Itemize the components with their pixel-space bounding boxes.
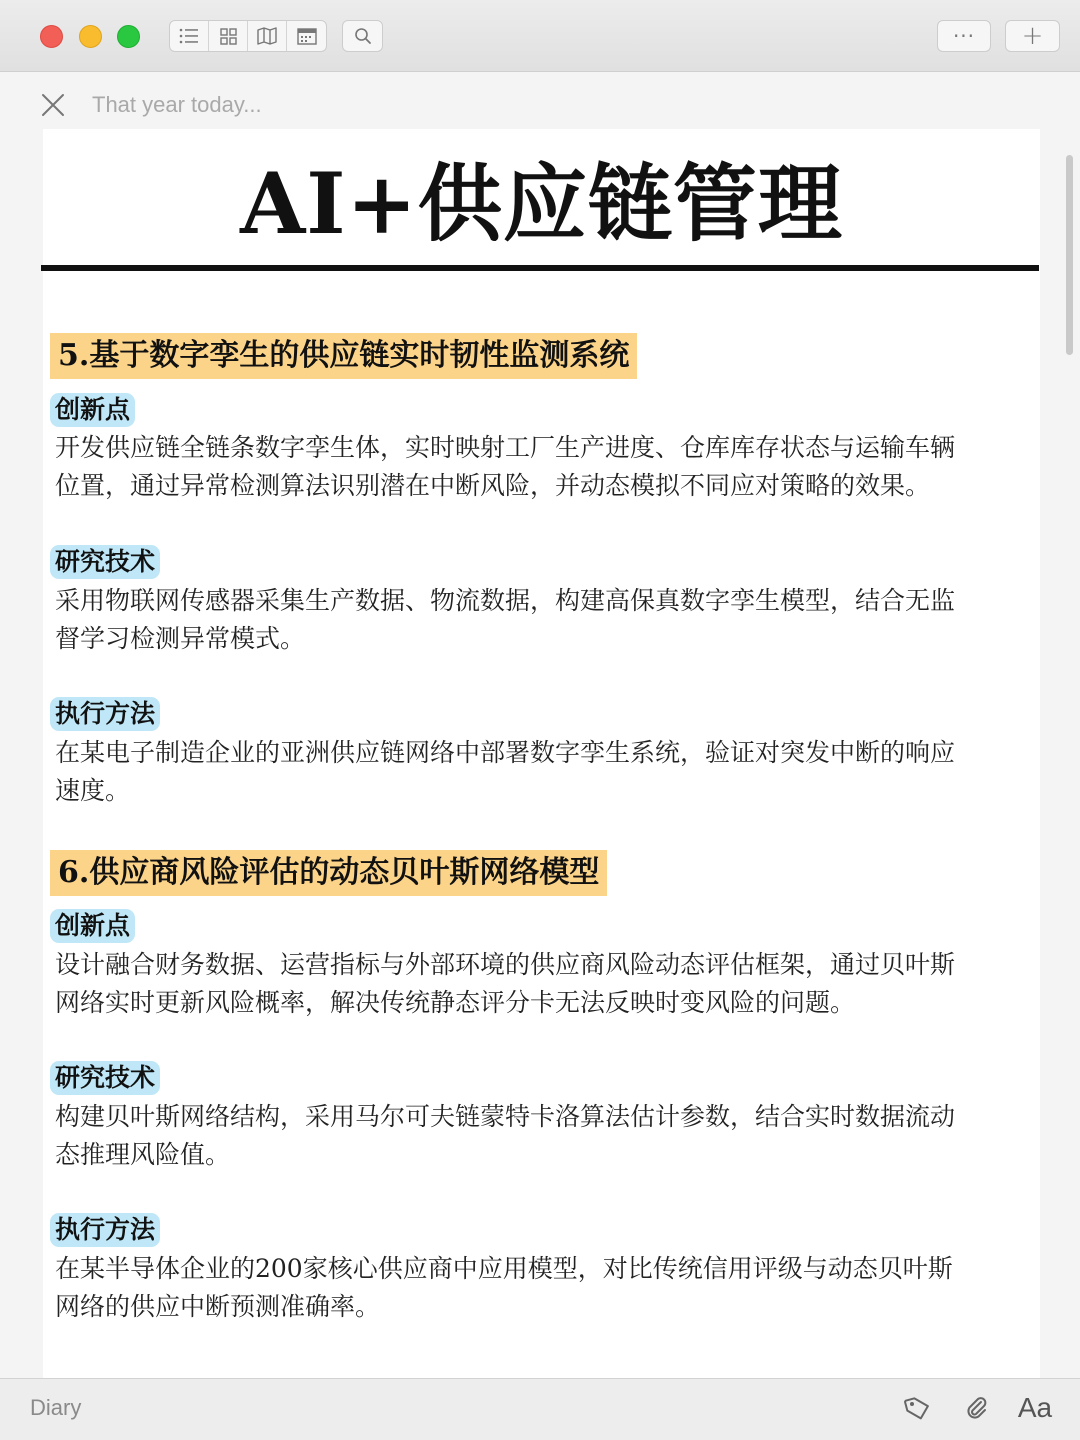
tag-icon <box>904 1395 930 1421</box>
scrollbar-thumb[interactable] <box>1066 155 1073 355</box>
paragraph <box>55 429 1023 505</box>
entry-title[interactable]: That year today... <box>92 92 262 117</box>
section-tag: 研究技术 <box>50 1061 160 1095</box>
window-titlebar <box>0 0 1080 72</box>
paperclip-icon <box>964 1395 990 1421</box>
attach-button[interactable] <box>960 1391 994 1425</box>
section-tag: 研究技术 <box>50 545 160 579</box>
paragraph <box>55 734 1023 810</box>
paragraph-line: 位置，通过异常检测算法识别潜在中断风险，并动态模拟不同应对策略的效果。 <box>55 471 931 500</box>
new-entry-button[interactable] <box>1005 20 1060 52</box>
close-icon <box>41 93 65 117</box>
paragraph-line: 在某电子制造企业的亚洲供应链网络中部署数字孪生系统，验证对突发中断的响应 <box>55 738 956 767</box>
journal-selector[interactable]: Diary <box>30 1395 82 1420</box>
more-options-button[interactable] <box>937 20 991 52</box>
tag-button[interactable] <box>900 1391 934 1425</box>
section-heading: 6.供应商风险评估的动态贝叶斯网络模型 <box>50 850 607 896</box>
paragraph-line: 构建贝叶斯网络结构，采用马尔可夫链蒙特卡洛算法估计参数，结合实时数据流动 <box>55 1102 956 1131</box>
text-format-icon: Aa <box>1017 1392 1053 1423</box>
search-icon <box>354 27 372 45</box>
map-icon <box>257 27 277 45</box>
page-title: AI+供应链管理 <box>240 154 843 253</box>
calendar-view-button[interactable] <box>287 21 326 51</box>
paragraph-line: 网络的供应中断预测准确率。 <box>55 1292 381 1321</box>
title-divider <box>41 265 1039 271</box>
paragraph-line: 采用物联网传感器采集生产数据、物流数据，构建高保真数字孪生模型，结合无监 <box>55 586 956 615</box>
section-tag: 创新点 <box>50 393 135 427</box>
paragraph-line: 设计融合财务数据、运营指标与外部环境的供应商风险动态评估框架，通过贝叶斯 <box>55 950 956 979</box>
close-window-button[interactable] <box>40 25 63 48</box>
paragraph <box>55 582 1023 658</box>
zoom-window-button[interactable] <box>117 25 140 48</box>
paragraph <box>55 1098 1023 1174</box>
paragraph-line: 开发供应链全链条数字孪生体，实时映射工厂生产进度、仓库库存状态与运输车辆 <box>55 433 956 462</box>
section-tag: 执行方法 <box>50 1213 160 1247</box>
paragraph-line: 在某半导体企业的200家核心供应商中应用模型，对比传统信用评级与动态贝叶斯 <box>55 1254 953 1283</box>
calendar-icon <box>297 27 317 45</box>
plus-icon: + <box>1021 21 1044 51</box>
grid-icon <box>220 28 237 45</box>
paragraph-line: 速度。 <box>55 776 131 805</box>
view-switcher <box>169 20 327 52</box>
section-tag: 创新点 <box>50 909 135 943</box>
close-entry-button[interactable] <box>38 90 68 120</box>
text-format-button[interactable] <box>1015 1391 1055 1425</box>
entry-page <box>43 129 1040 1378</box>
minimize-window-button[interactable] <box>79 25 102 48</box>
paragraph-line: 督学习检测异常模式。 <box>55 624 306 653</box>
paragraph <box>55 946 1023 1022</box>
more-icon: ··· <box>952 24 976 48</box>
list-view-button[interactable] <box>170 21 209 51</box>
search-button[interactable] <box>342 20 383 52</box>
section-tag: 执行方法 <box>50 697 160 731</box>
list-icon <box>179 28 199 44</box>
paragraph <box>55 1250 1023 1326</box>
bottom-toolbar <box>0 1378 1080 1440</box>
paragraph-line: 网络实时更新风险概率，解决传统静态评分卡无法反映时变风险的问题。 <box>55 988 856 1017</box>
grid-view-button[interactable] <box>209 21 248 51</box>
section-heading: 5.基于数字孪生的供应链实时韧性监测系统 <box>50 333 637 379</box>
map-view-button[interactable] <box>248 21 287 51</box>
paragraph-line: 态推理风险值。 <box>55 1140 231 1169</box>
